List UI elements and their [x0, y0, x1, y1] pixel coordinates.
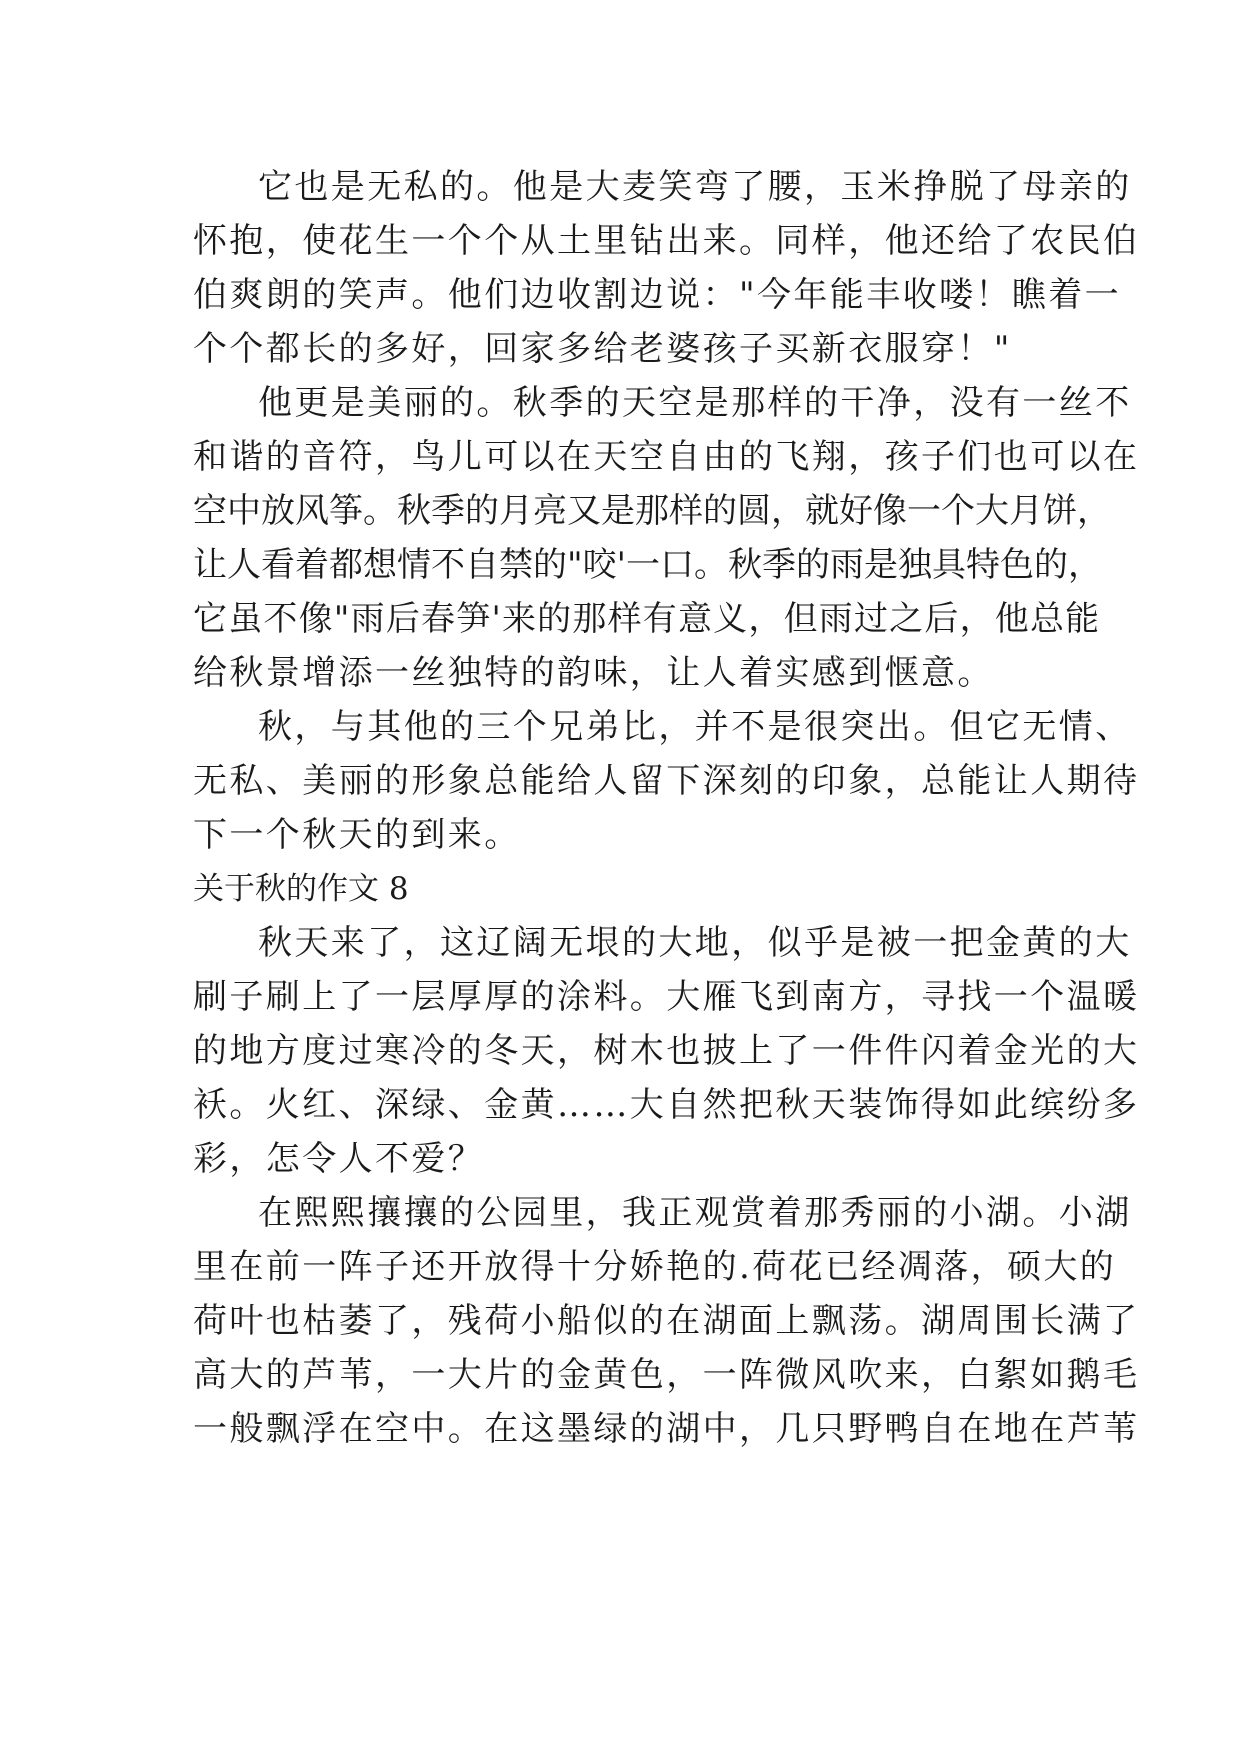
paragraph-line: 里在前一阵子还开放得十分娇艳的.荷花已经凋落，硕大的 — [193, 1247, 1117, 1287]
paragraph-line: 和谐的音符，鸟儿可以在天空自由的飞翔，孩子们也可以在 — [193, 437, 1140, 477]
paragraph-line: 给秋景增添一丝独特的韵味，让人着实感到惬意。 — [193, 653, 994, 693]
paragraph-line: 他更是美丽的。秋季的天空是那样的干净，没有一丝不 — [258, 383, 1132, 423]
paragraph-line: 秋天来了，这辽阔无垠的大地，似乎是被一把金黄的大 — [258, 923, 1132, 963]
paragraph-line: 它也是无私的。他是大麦笑弯了腰，玉米挣脱了母亲的 — [258, 167, 1132, 207]
paragraph-line: 无私、美丽的形象总能给人留下深刻的印象，总能让人期待 — [193, 761, 1140, 801]
paragraph-line: 让人看着都想情不自禁的"咬'一口。秋季的雨是独具特色的， — [193, 545, 1102, 585]
paragraph-line: 一般飘浮在空中。在这墨绿的湖中，几只野鸭自在地在芦苇 — [193, 1409, 1140, 1449]
paragraph-line: 高大的芦苇，一大片的金黄色，一阵微风吹来，白絮如鹅毛 — [193, 1355, 1140, 1395]
paragraph-line: 彩，怎令人不爱？ — [193, 1139, 485, 1179]
paragraph-line: 的地方度过寒冷的冬天，树木也披上了一件件闪着金光的大 — [193, 1031, 1140, 1071]
paragraph-line: 在熙熙攘攘的公园里，我正观赏着那秀丽的小湖。小湖 — [258, 1193, 1132, 1233]
paragraph-line: 刷子刷上了一层厚厚的涂料。大雁飞到南方，寻找一个温暖 — [193, 977, 1140, 1017]
paragraph-line: 伯爽朗的笑声。他们边收割边说："今年能丰收喽！瞧着一 — [193, 275, 1122, 315]
paragraph-line: 下一个秋天的到来。 — [193, 815, 521, 855]
paragraph-line: 怀抱，使花生一个个从土里钻出来。同样，他还给了农民伯 — [193, 221, 1140, 261]
section-heading: 关于秋的作文 8 — [193, 871, 409, 907]
paragraph-line: 荷叶也枯萎了，残荷小船似的在湖面上飘荡。湖周围长满了 — [193, 1301, 1140, 1341]
paragraph-line: 它虽不像"雨后春笋'来的那样有意义，但雨过之后，他总能 — [193, 599, 1101, 639]
paragraph-line: 个个都长的多好，回家多给老婆孩子买新衣服穿！" — [193, 329, 1012, 369]
paragraph-line: 空中放风筝。秋季的月亮又是那样的圆，就好像一个大月饼， — [193, 491, 1111, 531]
paragraph-line: 袄。火红、深绿、金黄……大自然把秋天装饰得如此缤纷多 — [193, 1085, 1140, 1125]
paragraph-line: 秋，与其他的三个兄弟比，并不是很突出。但它无情、 — [258, 707, 1132, 747]
